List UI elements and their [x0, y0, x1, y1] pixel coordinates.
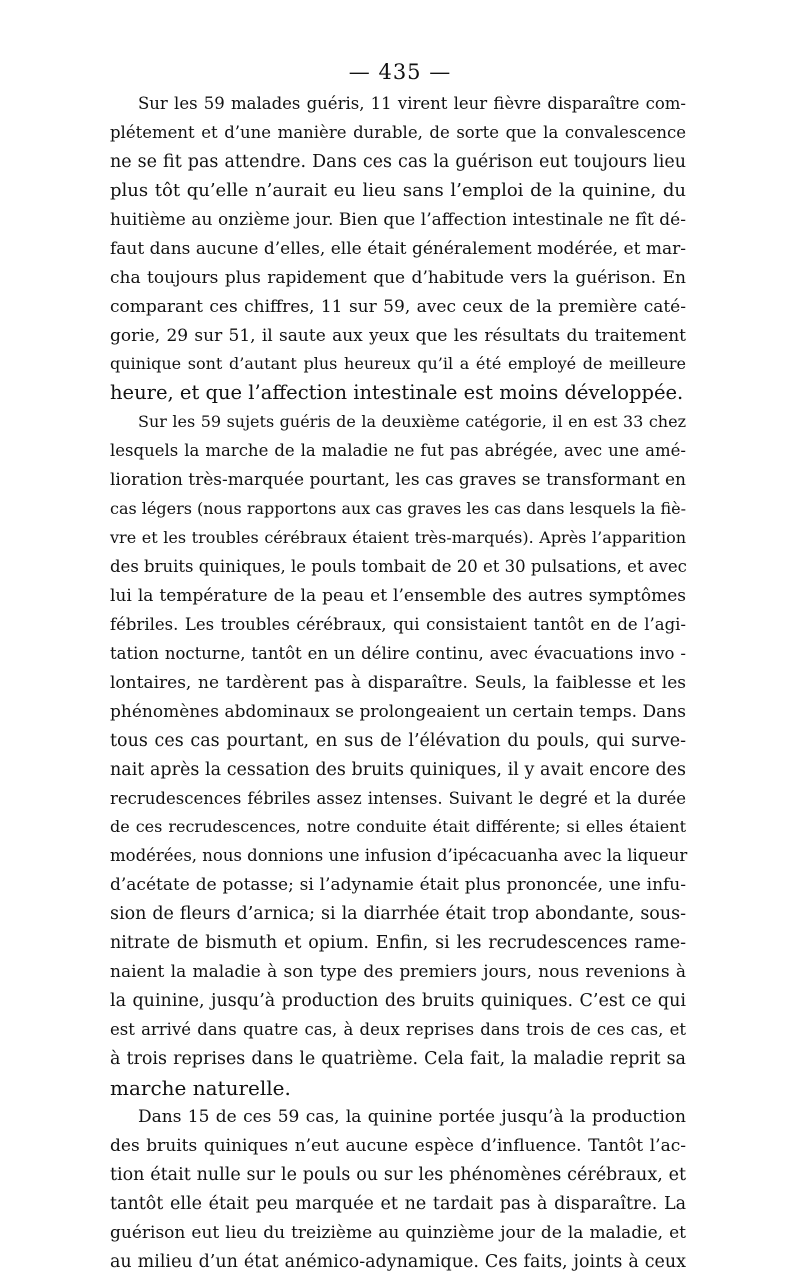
text-line: lesquels la marche de la maladie ne fut pas abrégée, avec une amé- — [110, 437, 686, 466]
text-line: recrudescences fébriles assez intenses. Suivant le degré et la durée — [110, 785, 686, 814]
body-text — [110, 90, 686, 1276]
text-line: lioration très-marquée pourtant, les cas graves se transformant en — [110, 466, 686, 495]
text-line: plétement et d’une manière durable, de sorte que la convalescence — [110, 119, 686, 148]
text-line: nitrate de bismuth et opium. Enfin, si les recrudescences rame- — [110, 929, 686, 958]
text-line: phénomènes abdominaux se prolongeaient un certain temps. Dans — [110, 698, 686, 727]
text-line: Dans 15 de ces 59 cas, la quinine portée jusqu’à la production — [110, 1103, 686, 1132]
text-line: au milieu d’un état anémico-adynamique. Ces faits, joints à ceux — [110, 1248, 686, 1276]
text-line: lontaires, ne tardèrent pas à disparaître. Seuls, la faiblesse et les — [110, 669, 686, 698]
text-line: gorie, 29 sur 51, il saute aux yeux que les résultats du traitement — [110, 322, 686, 351]
page-number: — 435 — — [0, 60, 800, 84]
text-line: lui la température de la peau et l’ensemble des autres symptômes — [110, 582, 686, 611]
text-line: heure, et que l’affection intestinale est moins développée. — [110, 379, 686, 408]
text-line: plus tôt qu’elle n’aurait eu lieu sans l’emploi de la quinine, du — [110, 177, 686, 206]
text-line: tous ces cas pourtant, en sus de l’élévation du pouls, qui surve- — [110, 727, 686, 756]
text-line: comparant ces chiffres, 11 sur 59, avec ceux de la première caté- — [110, 293, 686, 322]
text-line: ne se fit pas attendre. Dans ces cas la guérison eut toujours lieu — [110, 148, 686, 177]
text-line: tion était nulle sur le pouls ou sur les phénomènes cérébraux, et — [110, 1161, 686, 1190]
text-line: est arrivé dans quatre cas, à deux reprises dans trois de ces cas, et — [110, 1016, 686, 1045]
text-line: faut dans aucune d’elles, elle était généralement modérée, et mar- — [110, 235, 686, 264]
text-line: cas légers (nous rapportons aux cas graves les cas dans lesquels la fiè- — [110, 495, 686, 524]
text-line: Sur les 59 malades guéris, 11 virent leur fièvre disparaître com- — [110, 90, 686, 119]
text-line: modérées, nous donnions une infusion d’ipécacuanha avec la liqueur — [110, 842, 686, 871]
text-line: des bruits quiniques n’eut aucune espèce d’influence. Tantôt l’ac- — [110, 1132, 686, 1161]
text-line: de ces recrudescences, notre conduite était différente; si elles étaient — [110, 813, 686, 842]
text-line: tantôt elle était peu marquée et ne tardait pas à disparaître. La — [110, 1190, 686, 1219]
text-line: nait après la cessation des bruits quiniques, il y avait encore des — [110, 756, 686, 785]
text-line: des bruits quiniques, le pouls tombait de 20 et 30 pulsations, et avec — [110, 553, 686, 582]
text-line: vre et les troubles cérébraux étaient très-marqués). Après l’apparition — [110, 524, 686, 553]
text-line: marche naturelle. — [110, 1074, 686, 1103]
text-line: quinique sont d’autant plus heureux qu’il a été employé de meilleure — [110, 350, 686, 379]
text-line: d’acétate de potasse; si l’adynamie était plus prononcée, une infu- — [110, 871, 686, 900]
text-line: cha toujours plus rapidement que d’habitude vers la guérison. En — [110, 264, 686, 293]
text-line: guérison eut lieu du treizième au quinzième jour de la maladie, et — [110, 1219, 686, 1248]
text-line: tation nocturne, tantôt en un délire continu, avec évacuations invo - — [110, 640, 686, 669]
text-line: la quinine, jusqu’à production des bruits quiniques. C’est ce qui — [110, 987, 686, 1016]
text-line: à trois reprises dans le quatrième. Cela fait, la maladie reprit sa — [110, 1045, 686, 1074]
text-line: fébriles. Les troubles cérébraux, qui consistaient tantôt en de l’agi- — [110, 611, 686, 640]
text-line: sion de fleurs d’arnica; si la diarrhée était trop abondante, sous- — [110, 900, 686, 929]
text-line: Sur les 59 sujets guéris de la deuxième catégorie, il en est 33 chez — [110, 408, 686, 437]
text-line: huitième au onzième jour. Bien que l’affection intestinale ne fît dé- — [110, 206, 686, 235]
text-line: naient la maladie à son type des premiers jours, nous revenions à — [110, 958, 686, 987]
